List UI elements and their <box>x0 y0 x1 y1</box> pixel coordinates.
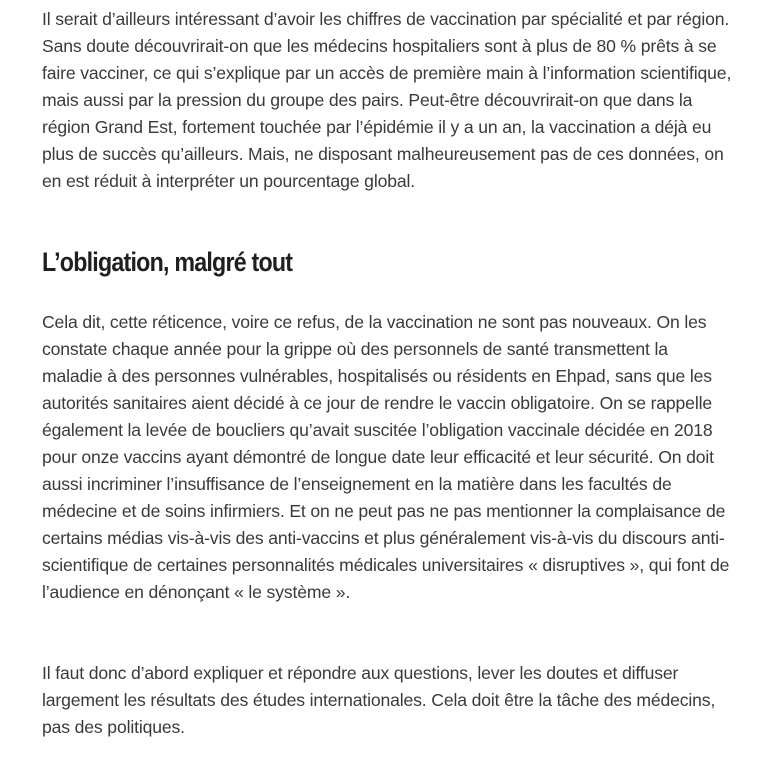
article-paragraph: Cela dit, cette réticence, voire ce refus, de la vaccination ne sont pas nouveaux. On les constate chaque année pour la grippe où des personnels de santé transmettent la maladie à des personnes vulnérables, hospitalisés ou résidents en Ehpad, sans que les autorités sanitaires aient décidé à ce jour de rendre le vaccin obligatoire. On se rappelle également la levée de boucliers qu’avait suscitée l’obligation vaccinale décidée en 2018 pour onze vaccins ayant démontré de longue date leur efficacité et leur sécurité. On doit aussi incriminer l’insuffisance de l’enseignement en la matière dans les facultés de médecine et de soins infirmiers. Et on ne peut pas ne pas mentionner la complaisance de certains médias vis-à-vis des anti-vaccins et plus généralement vis-à-vis du discours anti-scientifique de certaines personnalités médicales universitaires « disruptives », qui font de l’audience en dénonçant « le système ». <box>42 312 730 602</box>
article-body <box>42 6 732 737</box>
article-paragraph: Il serait d’ailleurs intéressant d’avoir les chiffres de vaccination par spécialité et par région. Sans doute découvrirait-on que les médecins hospitaliers sont à plus de 80 % prêts à se faire vacciner, ce qui s’explique par un accès de première main à l’information scientifique, mais aussi par la pression du groupe des pairs. Peut-être découvrirait-on que dans la région Grand Est, fortement touchée par l’épidémie il y a un an, la vaccination a déjà eu plus de succès qu’ailleurs. Mais, ne disposant malheureusement pas de ces données, on en est réduit à interpréter un pourcentage global. <box>42 9 732 191</box>
section-heading: L’obligation, malgré tout <box>42 247 293 277</box>
article-paragraph: Il faut donc d’abord expliquer et répondre aux questions, lever les doutes et diffuser largement les résultats des études internationales. Cela doit être la tâche des médecins, pas des politiques. <box>42 663 716 737</box>
